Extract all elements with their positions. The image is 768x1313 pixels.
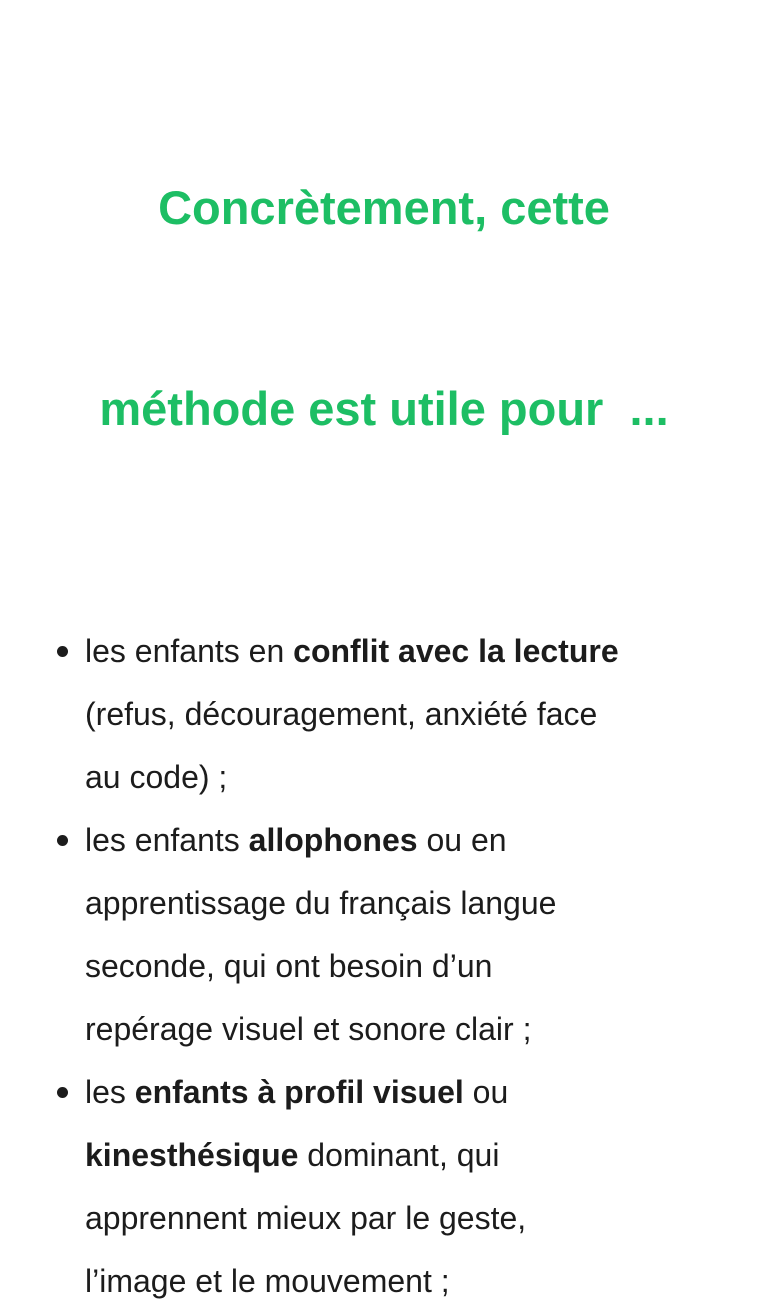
page-title: [0, 0, 768, 576]
list-item-text: les enfants allophones ou en apprentissage du français langue seconde, qui ont besoin d’un repérage visuel et sonore clair ;: [85, 822, 557, 1047]
list-item: [55, 620, 728, 809]
bullet-icon: [57, 835, 68, 846]
list-item-text: les enfants à profil visuel ou kinesthésique dominant, qui apprennent mieux par le geste, l’image et le mouvement ;: [85, 1074, 527, 1299]
page-title-line-2: méthode est utile pour ...: [99, 382, 669, 435]
list-item: [55, 809, 728, 1061]
page-title-line-1: Concrètement, cette: [158, 181, 610, 234]
bullet-icon: [57, 1087, 68, 1098]
bullet-icon: [57, 646, 68, 657]
list-item: [55, 1061, 728, 1313]
benefits-list: [55, 620, 728, 1313]
list-item-text: les enfants en conflit avec la lecture (refus, découragement, anxiété face au code) ;: [85, 633, 619, 795]
